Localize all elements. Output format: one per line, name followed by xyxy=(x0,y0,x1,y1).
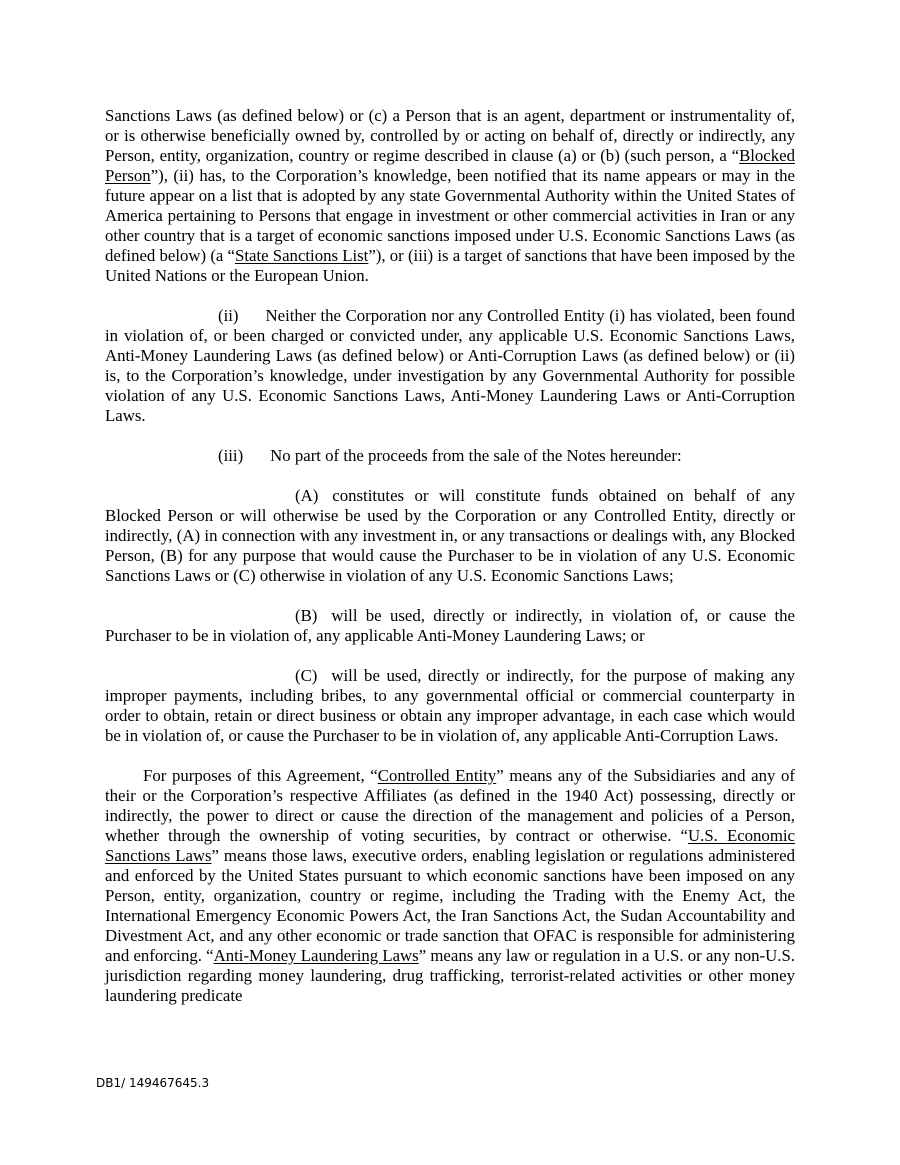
text-run: ”), or (iii) is a target of sanctions that have been imposed by the United Nations or the European Union. xyxy=(105,246,795,285)
text-run: will be used, directly or indirectly, for the purpose of making any improper payments, including bribes, to any governmental official or commercial counterparty in order to obtain, retain or direct business or obtain any improper advantage, in each case which would be in violation of, or cause the Purchaser to be in violation of, any applicable Anti-Corruption Laws. xyxy=(105,666,795,745)
text-run: Sanctions Laws (as defined below) or (c) a Person that is an agent, department or instrumentality of, or is otherwise beneficially owned by, controlled by or acting on behalf of, directly or indirectly, any Person, entity, organization, country or regime described in clause (a) or (b) (such person, a “ xyxy=(105,106,795,165)
clause-label: (iii) xyxy=(218,446,244,465)
defined-term: Blocked Person xyxy=(105,146,795,185)
document-body xyxy=(105,106,795,1006)
paragraph xyxy=(105,766,795,1006)
paragraph xyxy=(105,606,795,646)
text-run: For purposes of this Agreement, “ xyxy=(143,766,378,785)
paragraph xyxy=(105,306,795,426)
defined-term: U.S. Economic Sanctions Laws xyxy=(105,826,795,865)
defined-term: State Sanctions List xyxy=(235,246,369,265)
text-run: constitutes or will constitute funds obtained on behalf of any Blocked Person or will otherwise be used by the Corporation or any Controlled Entity, directly or indirectly, (A) in connection with any investment in, or any transactions or dealings with, any Blocked Person, (B) for any purpose that would cause the Purchaser to be in violation of any U.S. Economic Sanctions Laws or (C) otherwise in violation of any U.S. Economic Sanctions Laws; xyxy=(105,486,795,585)
clause-label: (ii) xyxy=(218,306,239,325)
paragraph xyxy=(105,486,795,586)
text-run: Neither the Corporation nor any Controlled Entity (i) has violated, been found in violation of, or been charged or convicted under, any applicable U.S. Economic Sanctions Laws, Anti-Money Laundering Laws (as defined below) or Anti-Corruption Laws (as defined below) or (ii) is, to the Corporation’s knowledge, under investigation by any Governmental Authority for possible violation of any U.S. Economic Sanctions Laws, Anti-Money Laundering Laws or Anti-Corruption Laws. xyxy=(105,306,795,425)
text-run: ” means those laws, executive orders, enabling legislation or regulations administered and enforced by the United States pursuant to which economic sanctions have been imposed on any Person, entity, organization, country or regime, including the Trading with the Enemy Act, the International Emergency Economic Powers Act, the Iran Sanctions Act, the Sudan Accountability and Divestment Act, and any other economic or trade sanction that OFAC is responsible for administering and enforcing. “ xyxy=(105,846,795,965)
clause-label: (A) xyxy=(295,486,319,505)
clause-label: (C) xyxy=(295,666,318,685)
clause-label: (B) xyxy=(295,606,318,625)
paragraph xyxy=(105,106,795,286)
defined-term: Anti-Money Laundering Laws xyxy=(213,946,419,965)
footer-doc-id: DB1/ 149467645.3 xyxy=(96,1076,210,1090)
text-run: No part of the proceeds from the sale of the Notes hereunder: xyxy=(270,446,682,465)
paragraph xyxy=(105,446,795,466)
text-run: ”), (ii) has, to the Corporation’s knowledge, been notified that its name appears or may in the future appear on a list that is adopted by any state Governmental Authority within the United States of America pertaining to Persons that engage in investment or other commercial activities in Iran or any other country that is a target of economic sanctions imposed under U.S. Economic Sanctions Laws (as defined below) (a “ xyxy=(105,166,795,265)
paragraph xyxy=(105,666,795,746)
defined-term: Controlled Entity xyxy=(377,766,497,785)
text-run: ” means any of the Subsidiaries and any of their or the Corporation’s respective Affiliates (as defined in the 1940 Act) possessing, directly or indirectly, the power to direct or cause the direction of the management and policies of a Person, whether through the ownership of voting securities, by contract or otherwise. “ xyxy=(105,766,795,845)
text-run: will be used, directly or indirectly, in violation of, or cause the Purchaser to be in violation of, any applicable Anti-Money Laundering Laws; or xyxy=(105,606,795,645)
text-run: ” means any law or regulation in a U.S. or any non-U.S. jurisdiction regarding money laundering, drug trafficking, terrorist-related activities or other money laundering predicate xyxy=(105,946,795,1005)
